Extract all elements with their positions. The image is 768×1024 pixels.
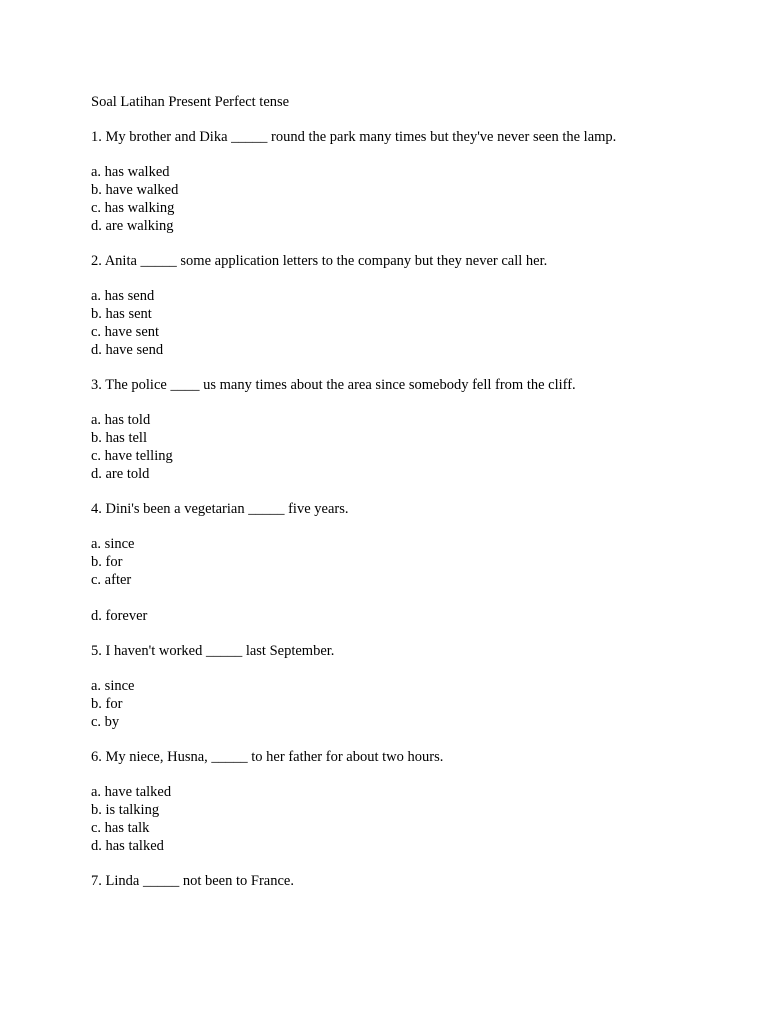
option-item: b. have walked xyxy=(91,182,179,198)
document-title: Soal Latihan Present Perfect tense xyxy=(91,94,290,110)
option-item: d. forever xyxy=(91,608,148,624)
question-text: 2. Anita _____ some application letters to the company but they never call her. xyxy=(91,253,548,269)
option-item: d. are walking xyxy=(91,218,174,234)
option-item: b. for xyxy=(91,696,123,712)
question-text: 7. Linda _____ not been to France. xyxy=(91,873,294,889)
option-item: d. have send xyxy=(91,342,164,358)
option-list xyxy=(91,535,731,625)
option-item: a. since xyxy=(91,678,135,694)
question-1 xyxy=(91,128,731,235)
document-body xyxy=(91,93,731,907)
option-item: c. have sent xyxy=(91,324,160,340)
question-text: 4. Dini's been a vegetarian _____ five years. xyxy=(91,501,349,517)
option-item: a. has send xyxy=(91,288,155,304)
option-item: b. has tell xyxy=(91,430,147,446)
question-text: 1. My brother and Dika _____ round the park many times but they've never seen the lamp. xyxy=(91,129,617,145)
option-item: d. are told xyxy=(91,466,150,482)
option-item: a. since xyxy=(91,536,135,552)
question-6 xyxy=(91,748,731,855)
option-list xyxy=(91,411,731,483)
option-item: b. is talking xyxy=(91,802,160,818)
option-item: c. has talk xyxy=(91,820,150,836)
option-list xyxy=(91,677,731,731)
question-3 xyxy=(91,376,731,483)
question-text: 5. I haven't worked _____ last September. xyxy=(91,643,335,659)
option-item: d. has talked xyxy=(91,838,164,854)
option-list xyxy=(91,163,731,235)
option-item: c. have telling xyxy=(91,448,173,464)
option-item: a. has told xyxy=(91,412,151,428)
option-item: c. by xyxy=(91,714,120,730)
question-7 xyxy=(91,872,731,890)
question-text: 6. My niece, Husna, _____ to her father for about two hours. xyxy=(91,749,444,765)
option-item: b. has sent xyxy=(91,306,152,322)
question-2 xyxy=(91,252,731,359)
option-item: c. after xyxy=(91,572,132,588)
option-item: a. has walked xyxy=(91,164,170,180)
option-item: c. has walking xyxy=(91,200,175,216)
option-list xyxy=(91,287,731,359)
question-4 xyxy=(91,500,731,625)
option-list xyxy=(91,783,731,855)
option-item: a. have talked xyxy=(91,784,172,800)
question-5 xyxy=(91,642,731,731)
option-item: b. for xyxy=(91,554,123,570)
question-text: 3. The police ____ us many times about the area since somebody fell from the cliff. xyxy=(91,377,576,393)
